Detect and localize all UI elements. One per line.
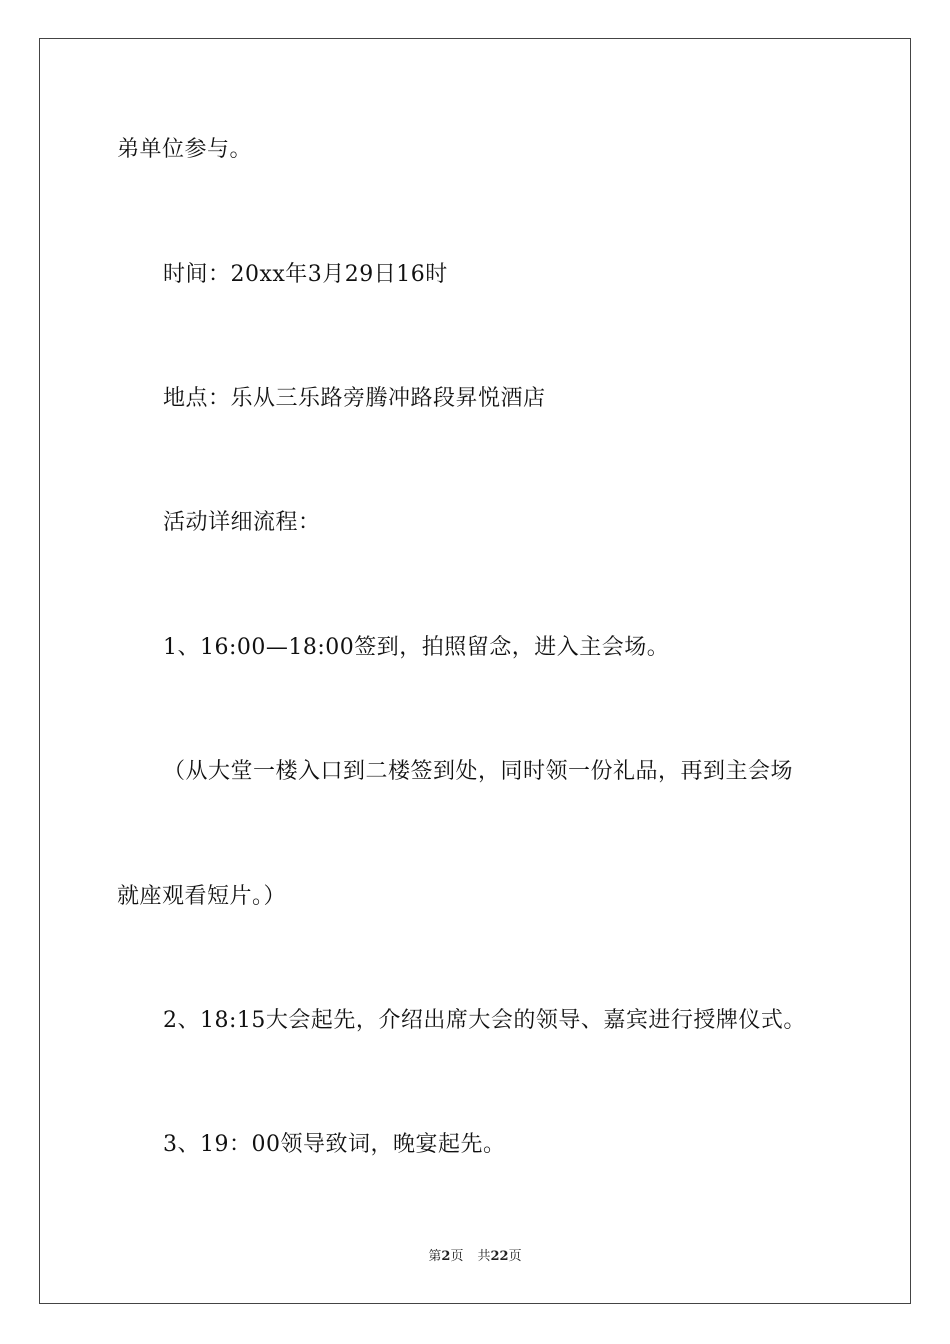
- body-line-step-1-note-cont: 就座观看短片。）: [117, 884, 287, 909]
- body-line-step-1-note: （从大堂一楼入口到二楼签到处，同时领一份礼品，再到主会场: [163, 759, 794, 784]
- body-line-step-3: 3、19：00领导致词，晚宴起先。: [163, 1132, 506, 1157]
- footer-total-pages: 22: [490, 1249, 509, 1264]
- footer-total-prefix: 共: [477, 1249, 491, 1264]
- page-border: [39, 38, 911, 1304]
- footer-page-number: 2: [441, 1249, 451, 1264]
- page-footer: [0, 1248, 950, 1266]
- body-line-time: 时间：20xx年3月29日16时: [163, 262, 448, 287]
- footer-page-prefix: 第: [428, 1249, 442, 1264]
- body-line-step-1: 1、16:00—18:00签到，拍照留念，进入主会场。: [163, 635, 670, 660]
- body-line-1: 弟单位参与。: [117, 137, 253, 162]
- body-line-location: 地点：乐从三乐路旁腾冲路段昇悦酒店: [163, 386, 546, 411]
- body-line-step-2: 2、18:15大会起先，介绍出席大会的领导、嘉宾进行授牌仪式。: [163, 1008, 806, 1033]
- footer-total-suffix: 页: [508, 1249, 522, 1264]
- footer-page-suffix: 页: [450, 1249, 464, 1264]
- body-line-process-heading: 活动详细流程：: [163, 510, 321, 535]
